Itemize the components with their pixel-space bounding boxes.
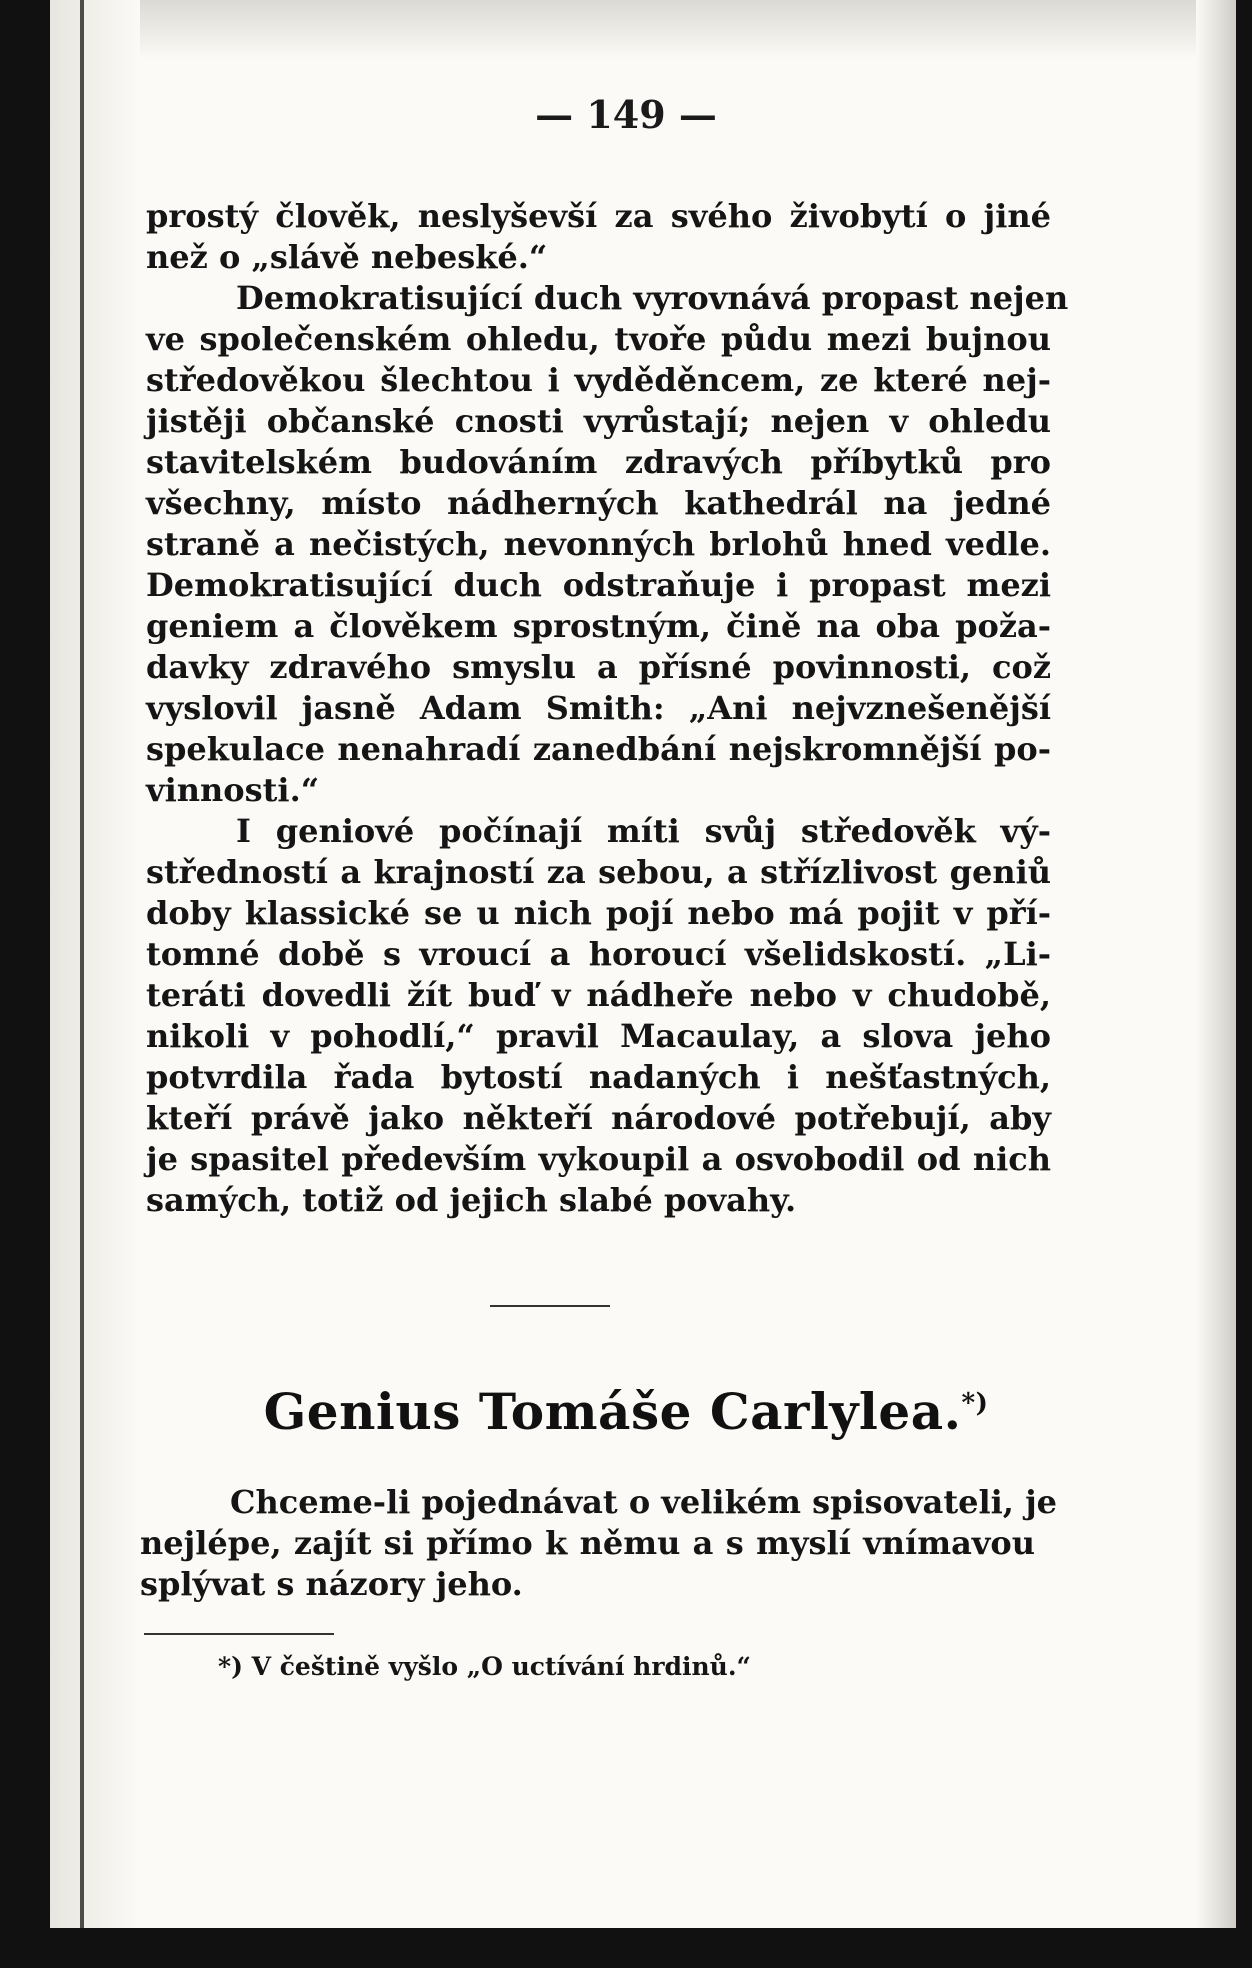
text-line: splývat s názory jeho. xyxy=(140,1565,523,1603)
text-line: Demokratisující duch vyrovnává propast nejen xyxy=(236,279,1069,317)
text-line: potvrdila řada bytostí nadaných i nešťastných, xyxy=(146,1058,1051,1096)
spine-shadow xyxy=(50,0,140,1928)
text-line: spekulace nenahradí zanedbání nejskromnější po- xyxy=(146,730,1051,768)
page-number: — 149 — xyxy=(535,92,717,137)
text-line: nikoli v pohodlí,“ pravil Macaulay, a slova jeho xyxy=(146,1017,1051,1055)
text-line: davky zdravého smyslu a přísné povinnosti, což xyxy=(146,648,1051,686)
text-line: stavitelském budováním zdravých příbytků pro xyxy=(146,443,1051,481)
text-line: jistěji občanské cnosti vyrůstají; nejen v ohledu xyxy=(146,402,1051,440)
page-top-edge xyxy=(140,0,1236,60)
footnote: *) V češtině vyšlo „O uctívání hrdinů.“ xyxy=(218,1652,751,1681)
text-line: ve společenském ohledu, tvoře půdu mezi bujnou xyxy=(146,320,1051,358)
text-line: prostý člověk, neslyševší za svého živobytí o jiné xyxy=(146,197,1051,235)
text-line: středověkou šlechtou i vyděděncem, ze které nej- xyxy=(146,361,1051,399)
section-title-text: Genius Tomáše Carlylea. xyxy=(263,1382,962,1441)
text-line: všechny, místo nádherných kathedrál na jedné xyxy=(146,484,1051,522)
text-line: teráti dovedli žít buď v nádheře nebo v chudobě, xyxy=(146,976,1051,1014)
text-line: Demokratisující duch odstraňuje i propast mezi xyxy=(146,566,1051,604)
section-divider xyxy=(490,1305,610,1307)
text-line: středností a krajností za sebou, a střízlivost geniů xyxy=(146,853,1051,891)
text-line: I geniové počínají míti svůj středověk vý- xyxy=(236,812,1051,850)
text-line: vinnosti.“ xyxy=(146,771,320,809)
page-right-edge xyxy=(1196,0,1236,1928)
text-line: doby klassické se u nich pojí nebo má pojit v pří- xyxy=(146,894,1051,932)
text-line: nejlépe, zajít si přímo k němu a s myslí vnímavou xyxy=(140,1524,1035,1562)
text-line: straně a nečistých, nevonných brlohů hned vedle. xyxy=(146,525,1051,563)
text-line: tomné době s vroucí a horoucí všelidskostí. „Li- xyxy=(146,935,1051,973)
text-line: samých, totiž od jejich slabé povahy. xyxy=(146,1181,797,1219)
text-line: kteří právě jako někteří národové potřebují, aby xyxy=(146,1099,1051,1137)
text-line: geniem a člověkem sprostným, čině na oba poža- xyxy=(146,607,1051,645)
footnote-divider xyxy=(144,1633,334,1635)
section-title xyxy=(0,1382,1252,1441)
intro-paragraph xyxy=(140,1482,1057,1605)
binding-fold xyxy=(80,0,84,1928)
body-text xyxy=(146,196,1069,1221)
footnote-marker: *) xyxy=(961,1388,989,1419)
text-line: než o „slávě nebeské.“ xyxy=(146,238,548,276)
text-line: je spasitel především vykoupil a osvobodil od nich xyxy=(146,1140,1051,1178)
text-line: Chceme-li pojednávat o velikém spisovateli, je xyxy=(230,1483,1057,1521)
text-line: vyslovil jasně Adam Smith: „Ani nejvznešenější xyxy=(146,689,1051,727)
